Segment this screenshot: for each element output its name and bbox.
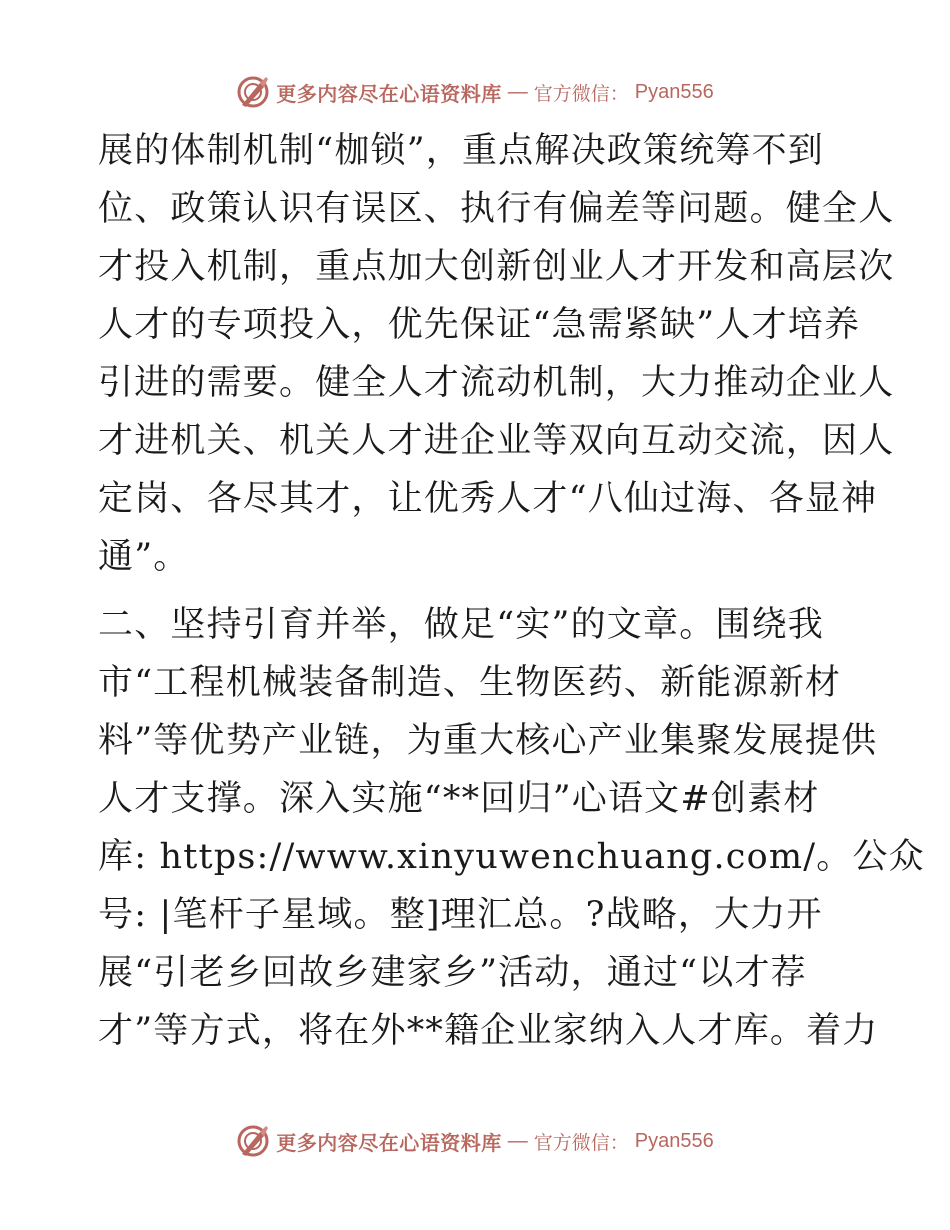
- text-line: 人才支撑。深入实施“**回归”心语文#创素材: [98, 779, 820, 819]
- text-line: 市“工程机械装备制造、生物医药、新能源新材: [98, 663, 842, 703]
- pen-logo-icon: [236, 75, 270, 109]
- header-watermark-banner: [0, 72, 950, 112]
- footer-watermark-banner: [0, 1121, 950, 1161]
- pen-logo-icon: [236, 1124, 270, 1158]
- footer-wechat-id: Pyan556: [634, 1129, 714, 1152]
- paragraph-2: [98, 596, 925, 1060]
- header-wechat-label: 官方微信：: [533, 82, 629, 105]
- text-line: 位、政策认识有误区、执行有偏差等问题。健全人: [98, 189, 895, 229]
- text-line: 二、坚持引育并举，做足“实”的文章。围绕我: [98, 605, 824, 645]
- text-line: 料”等优势产业链，为重大核心产业集聚发展提供: [98, 721, 878, 761]
- header-wechat-id: Pyan556: [634, 80, 714, 103]
- paragraph-gap: [98, 586, 858, 596]
- text-line: 号: |笔杆子星域。整]理汇总。?战略，大力开: [98, 895, 823, 935]
- text-line: 定岗、各尽其才，让优秀人才“八仙过海、各显神: [98, 479, 878, 519]
- text-line: 展的体制机制“枷锁”，重点解决政策统筹不到: [98, 131, 824, 171]
- text-line: 人才的专项投入，优先保证“急需紧缺”人才培养: [98, 305, 861, 345]
- footer-separator: —: [507, 1129, 528, 1152]
- text-line-url: 库: https://www.xinyuwenchuang.com/。公众: [98, 837, 925, 877]
- text-line: 展“引老乡回故乡建家乡”活动，通过“以才荐: [98, 953, 807, 993]
- text-line: 才投入机制，重点加大创新创业人才开发和高层次: [98, 247, 895, 287]
- text-line: 引进的需要。健全人才流动机制，大力推动企业人: [98, 363, 895, 403]
- paragraph-1: [98, 122, 895, 586]
- footer-wechat-label: 官方微信：: [533, 1131, 629, 1154]
- text-line: 才进机关、机关人才进企业等双向互动交流，因人: [98, 421, 895, 461]
- document-body: [98, 122, 925, 1060]
- header-separator: —: [507, 80, 528, 103]
- header-brand-text: 更多内容尽在心语资料库: [276, 81, 502, 106]
- text-line: 才”等方式，将在外**籍企业家纳入人才库。着力: [98, 1011, 879, 1051]
- text-line: 通”。: [98, 537, 190, 577]
- footer-brand-text: 更多内容尽在心语资料库: [276, 1130, 502, 1155]
